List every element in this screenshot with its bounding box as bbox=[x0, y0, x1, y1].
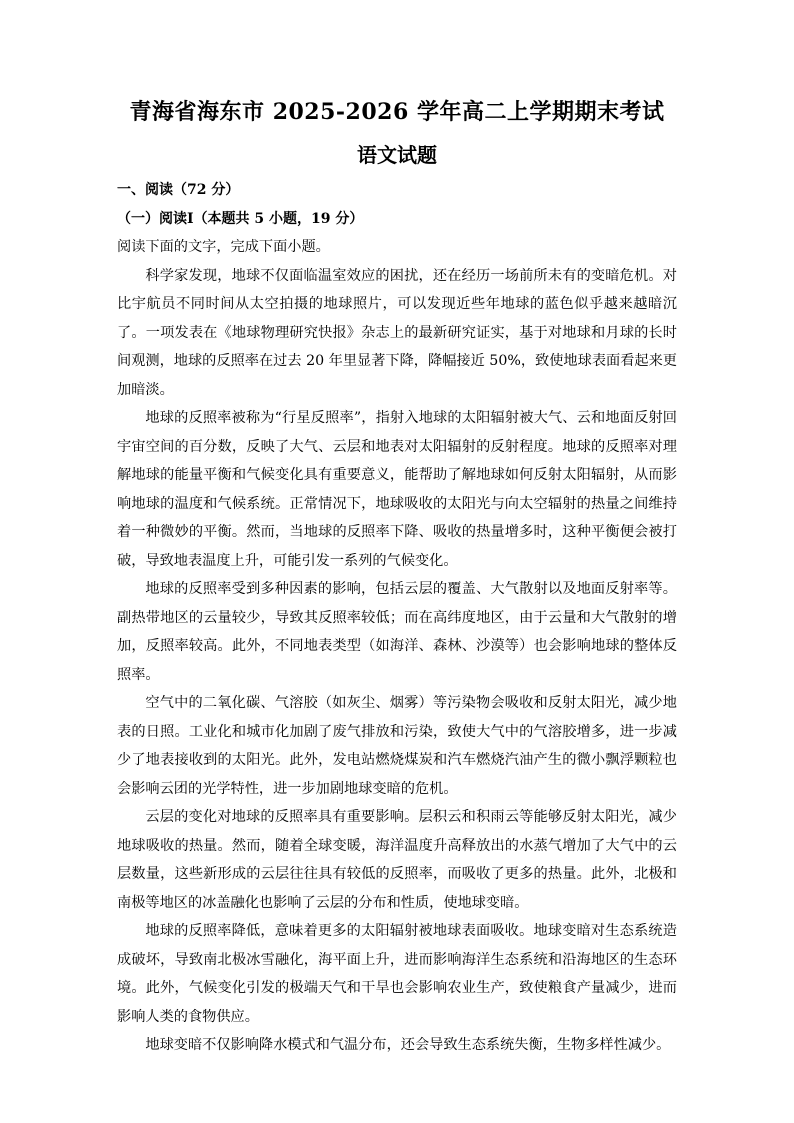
passage-paragraph-5: 云层的变化对地球的反照率具有重要影响。层积云和积雨云等能够反射太阳光，减少地球吸收的热量。然而，随着全球变暖，海洋温度升高释放出的水蒸气增加了大气中的云层数量，这些新形成的云层往往具有较低的反照率，而吸收了更多的热量。此外，北极和南极等地区的冰盖融化也影响了云层的分布和性质，使地球变暗。 bbox=[117, 809, 677, 911]
passage-paragraph-2: 地球的反照率被称为“行星反照率”，指射入地球的太阳辐射被大气、云和地面反射回宇宙空间的百分数，反映了大气、云层和地表对太阳辐射的反射程度。地球的反照率对理解地球的能量平衡和气候变化具有重要意义，能帮助了解地球如何反射太阳辐射，从而影响地球的温度和气候系统。正常情况下，地球吸收的太阳光与向太空辐射的热量之间维持着一种微妙的平衡。然而，当地球的反照率下降、吸收的热量增多时，这种平衡便会被打破，导致地表温度上升，可能引发一系列的气候变化。 bbox=[117, 410, 677, 569]
instruction-text: 阅读下面的文字，完成下面小题。 bbox=[117, 239, 330, 255]
section-heading: 一、阅读（72 分） bbox=[117, 182, 240, 198]
passage-paragraph-7: 地球变暗不仅影响降水模式和气温分布，还会导致生态系统失衡，生物多样性减少。 bbox=[145, 1037, 671, 1053]
passage-paragraph-6: 地球的反照率降低，意味着更多的太阳辐射被地球表面吸收。地球变暗对生态系统造成破坏，导致南北极冰雪融化，海平面上升，进而影响海洋生态系统和沿海地区的生态环境。此外，气候变化引发的极端天气和干旱也会影响农业生产，致使粮食产量减少，进而影响人类的食物供应。 bbox=[117, 923, 677, 1025]
exam-content bbox=[117, 176, 677, 1060]
passage-paragraph-1: 科学家发现，地球不仅面临温室效应的困扰，还在经历一场前所未有的变暗危机。对比宇航员不同时间从太空拍摄的地球照片，可以发现近些年地球的蓝色似乎越来越暗沉了。一项发表在《地球物理研究快报》杂志上的最新研究证实，基于对地球和月球的长时间观测，地球的反照率在过去 20 年里显著下降，降幅接近 50%，致使地球表面看起来更加暗淡。 bbox=[117, 267, 677, 398]
exam-subtitle: 语文试题 bbox=[357, 143, 437, 167]
exam-title: 青海省海东市 2025-2026 学年高二上学期期末考试 bbox=[129, 99, 665, 125]
passage-paragraph-4: 空气中的二氧化碳、气溶胶（如灰尘、烟雾）等污染物会吸收和反射太阳光，减少地表的日照。工业化和城市化加剧了废气排放和污染，致使大气中的气溶胶增多，进一步减少了地表接收到的太阳光。此外，发电站燃烧煤炭和汽车燃烧汽油产生的微小飘浮颗粒也会影响云团的光学特性，进一步加剧地球变暗的危机。 bbox=[117, 695, 677, 797]
section-subheading: （一）阅读Ⅰ（本题共 5 小题，19 分） bbox=[117, 210, 364, 227]
passage-paragraph-3: 地球的反照率受到多种因素的影响，包括云层的覆盖、大气散射以及地面反射率等。副热带地区的云量较少，导致其反照率较低；而在高纬度地区，由于云量和大气散射的增加，反照率较高。此外，不同地表类型（如海洋、森林、沙漠等）也会影响地球的整体反照率。 bbox=[117, 581, 677, 683]
